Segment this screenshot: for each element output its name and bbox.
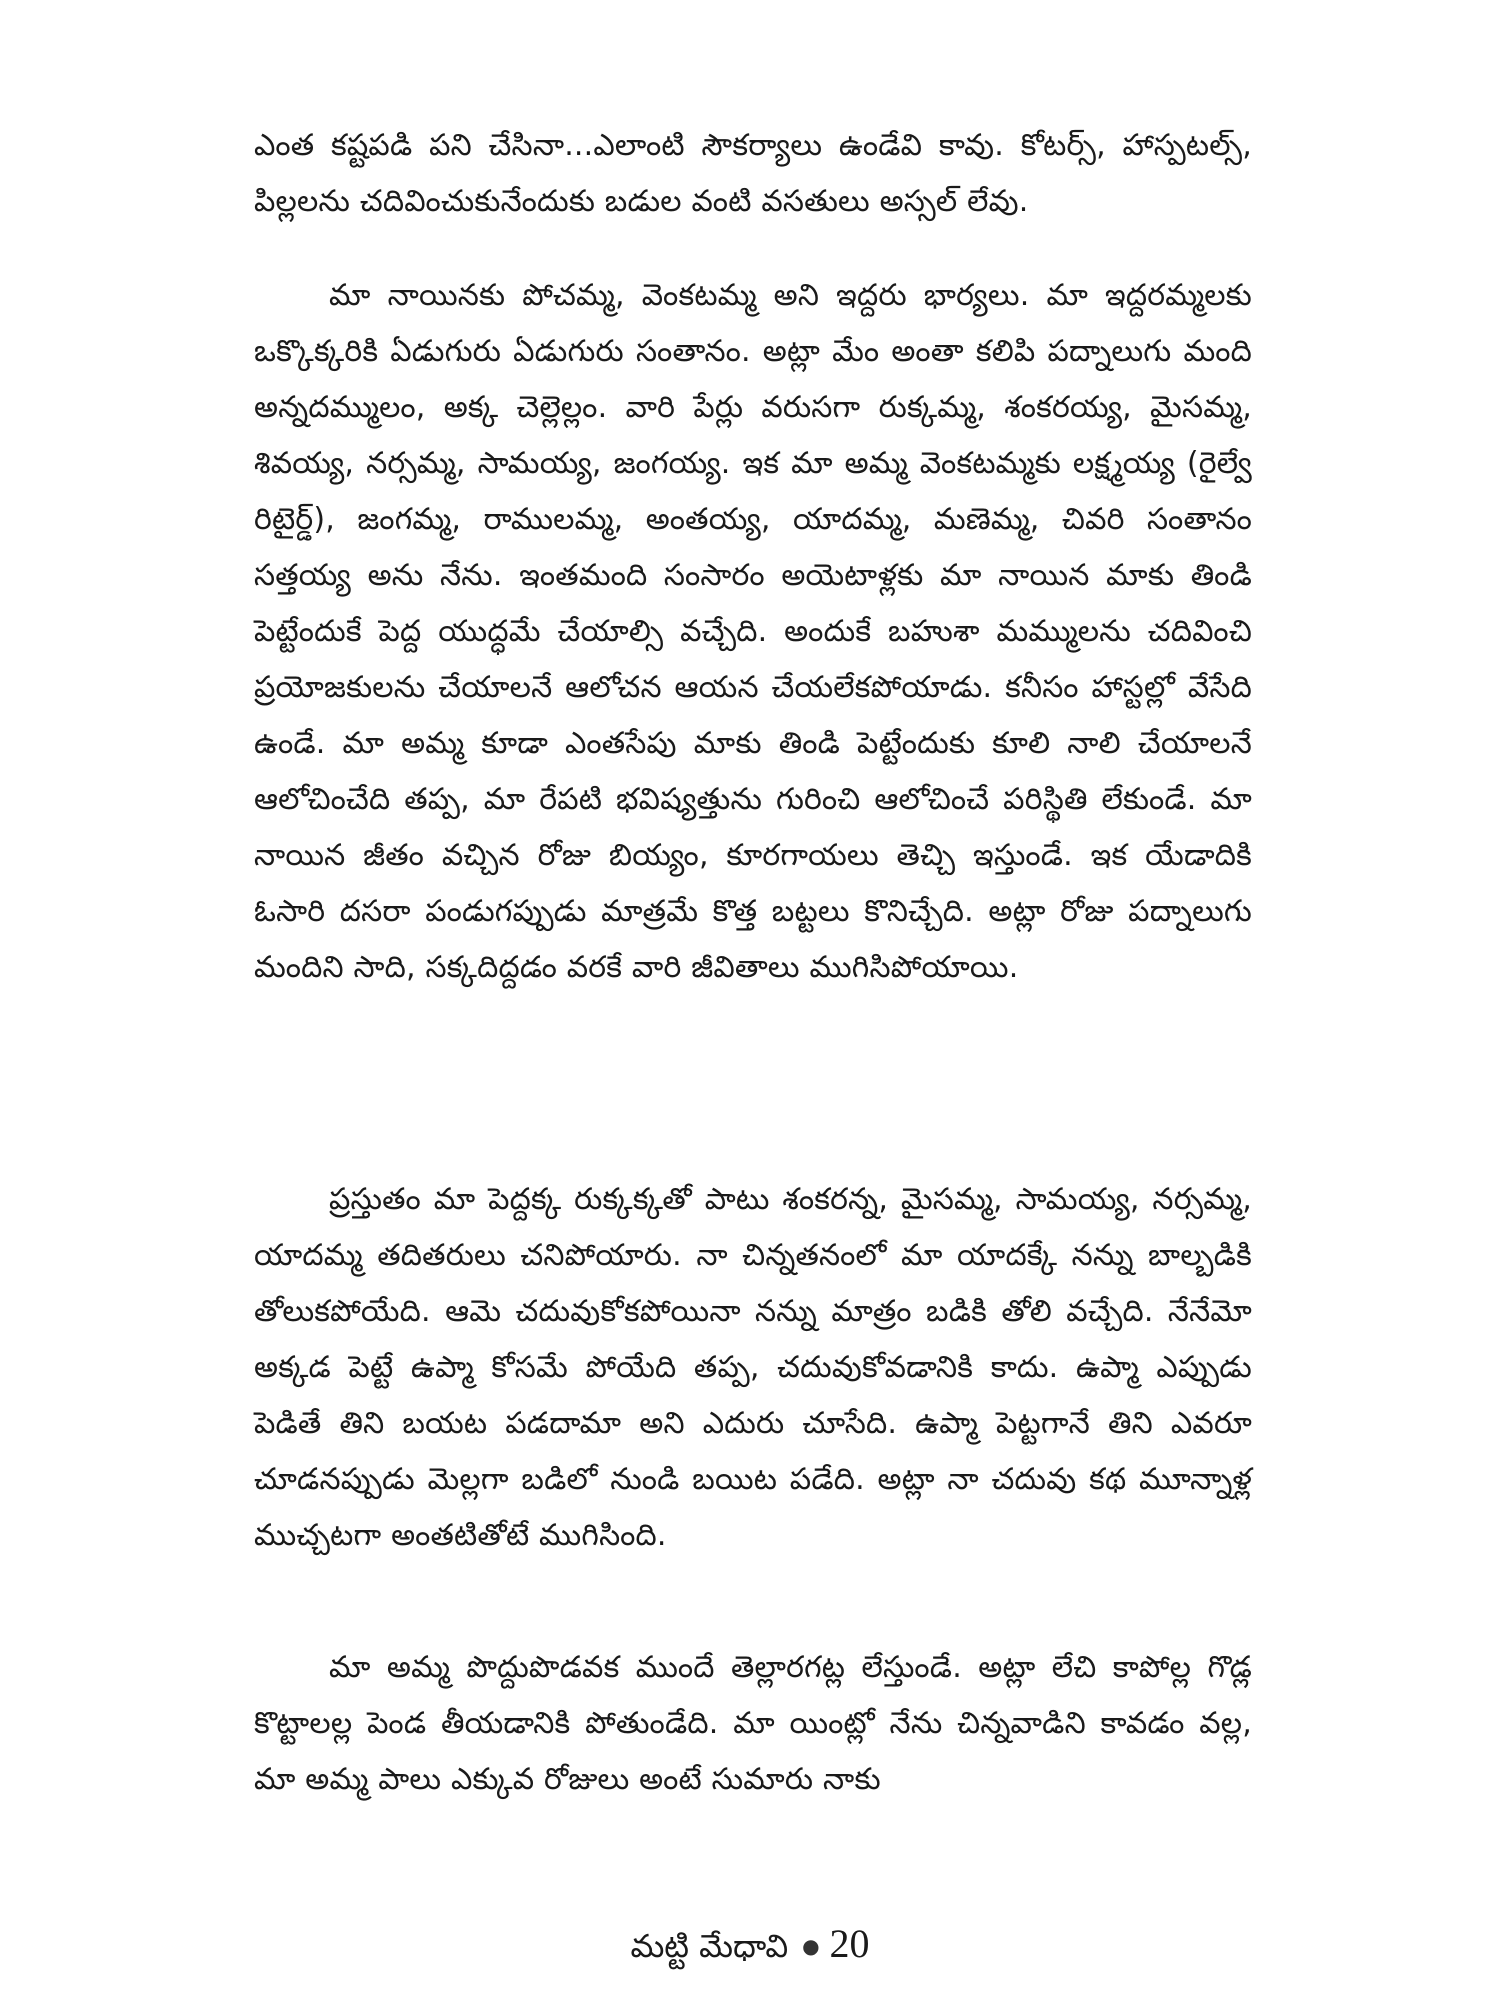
paragraph-2: మా నాయినకు పోచమ్మ, వెంకటమ్మ అని ఇద్దరు భార్యలు. మా ఇద్దరమ్మలకు ఒక్కొక్కరికి ఏడుగురు ఏడుగురు సంతానం. అట్లా మేం అంతా కలిపి పద్నాలుగు మంది అన్నదమ్ములం, అక్క చెల్లెల్లం. వారి పేర్లు వరుసగా రుక్కమ్మ, శంకరయ్య, మైసమ్మ, శివయ్య, నర్సమ్మ, సామయ్య, జంగయ్య. ఇక మా అమ్మ వెంకటమ్మకు లక్ష్మయ్య (రైల్వే రిటైర్డ్), జంగమ్మ, రాములమ్మ, అంతయ్య, యాదమ్మ, మణెమ్మ, చివరి సంతానం సత్తయ్య అను నేను. ఇంతమంది సంసారం అయెటాళ్లకు మా నాయిన మాకు తిండి పెట్టేందుకే పెద్ద యుద్ధమే చేయాల్సి వచ్చేది. అందుకే బహుశా మమ్ములను చదివించి ప్రయోజకులను చేయాలనే ఆలోచన ఆయన చేయలేకపోయాడు. కనీసం హాస్టల్లో వేసేది ఉండే. మా అమ్మ కూడా ఎంతసేపు మాకు తిండి పెట్టేందుకు కూలి నాలి చేయాలనే ఆలోచించేది తప్ప, మా రేపటి భవిష్యత్తును గురించి ఆలోచించే పరిస్థితి లేకుండే. మా నాయిన జీతం వచ్చిన రోజు బియ్యం, కూరగాయలు తెచ్చి ఇస్తుండే. ఇక యేడాదికి ఓసారి దసరా పండుగప్పుడు మాత్రమే కొత్త బట్టలు కొనిచ్చేది. అట్లా రోజు పద్నాలుగు మందిని సాది, సక్కదిద్దడం వరకే వారి జీవితాలు ముగిసిపోయాయి. xyxy=(254,278,1252,985)
page-number: 20 xyxy=(829,1921,870,1966)
book-title: మట్టి మేధావి xyxy=(630,1927,789,1965)
paragraph-4: మా అమ్మ పొద్దుపొడవక ముందే తెల్లారగట్ల లేస్తుండే. అట్లా లేచి కాపోల్ల గొడ్ల కొట్టాలల్ల పెండ తీయడానికి పోతుండేది. మా యింట్లో నేను చిన్నవాడిని కావడం వల్ల, మా అమ్మ పాలు ఎక్కువ రోజులు అంటే సుమారు నాకు xyxy=(254,1650,1252,1797)
paragraph-3: ప్రస్తుతం మా పెద్దక్క రుక్కక్కతో పాటు శంకరన్న, మైసమ్మ, సామయ్య, నర్సమ్మ, యాదమ్మ తదితరులు చనిపోయారు. నా చిన్నతనంలో మా యాదక్కే నన్ను బాల్బడికి తోలుకపోయేది. ఆమె చదువుకోకపోయినా నన్ను మాత్రం బడికి తోలి వచ్చేది. నేనేమో అక్కడ పెట్టే ఉప్మా కోసమే పోయేది తప్ప, చదువుకోవడానికి కాదు. ఉప్మా ఎప్పుడు పెడితే తిని బయట పడదామా అని ఎదురు చూసేది. ఉప్మా పెట్టగానే తిని ఎవరూ చూడనప్పుడు మెల్లగా బడిలో నుండి బయిట పడేది. అట్లా నా చదువు కథ మూన్నాళ్ల ముచ్చటగా అంతటితోటే ముగిసింది. xyxy=(254,1182,1252,1553)
paragraph-1: ఎంత కష్టపడి పని చేసినా...ఎలాంటి సౌకర్యాలు ఉండేవి కావు. కోటర్స్, హాస్పటల్స్, పిల్లలను చదివించుకునేందుకు బడుల వంటి వసతులు అస్సల్ లేవు. xyxy=(254,128,1252,219)
page-footer xyxy=(0,1922,1500,1968)
bullet-separator-icon: ● xyxy=(802,1934,820,1958)
